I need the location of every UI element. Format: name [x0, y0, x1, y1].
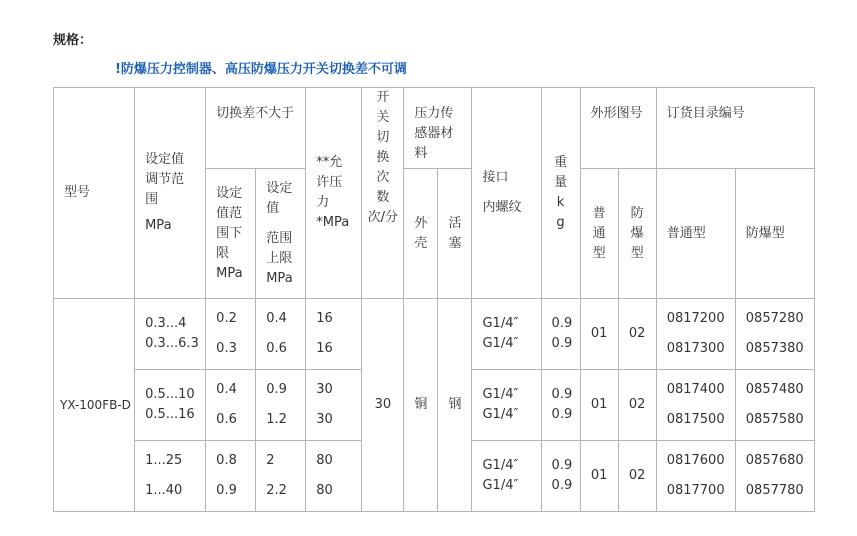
diff-high-cell	[256, 370, 306, 441]
header-shell	[404, 169, 438, 299]
header-outline-ex-label: 防爆型	[630, 205, 644, 261]
piston-cell: 钢	[438, 299, 472, 512]
header-row-1	[54, 88, 815, 169]
header-diff-group: 切换差不大于	[206, 88, 306, 169]
catalog-normal-value: 0817400	[666, 382, 725, 397]
header-port-line-2: 内螺纹	[482, 200, 522, 215]
table-row	[54, 299, 815, 370]
range-value: 1...25	[145, 453, 183, 468]
product-title: !防爆压力控制器、高压防爆压力开关切换差不可调	[115, 62, 407, 77]
diff-low-value: 0.4	[216, 382, 237, 397]
catalog-ex-value: 0857480	[745, 382, 804, 397]
catalog-normal-value: 0817200	[666, 311, 725, 326]
header-piston	[438, 169, 472, 299]
header-catalog: 订货目录编号	[656, 88, 814, 169]
weight-value: 0.9	[551, 387, 573, 402]
model-cell: YX-100FB-D	[54, 299, 135, 512]
spec-table	[53, 87, 815, 512]
catalog-normal-cell	[656, 299, 735, 370]
diff-high-cell	[256, 299, 306, 370]
header-shell-label: 外壳	[414, 215, 428, 251]
header-diff-high	[256, 169, 306, 299]
port-value: G1/4″	[482, 316, 519, 331]
port-value: G1/4″	[482, 407, 519, 422]
header-switch-count	[362, 88, 404, 299]
header-diff-high-line-2: 范围上限MPa	[266, 230, 293, 286]
catalog-normal-value: 0817300	[666, 341, 725, 356]
header-model: 型号	[54, 88, 135, 299]
range-value: 0.5...10	[145, 387, 195, 402]
allow-value: 16	[316, 341, 333, 356]
header-range-label: 设定值调节范围	[145, 152, 185, 207]
range-value: 1...40	[145, 483, 183, 498]
header-weight	[541, 88, 580, 299]
diff-high-value: 2.2	[266, 483, 287, 498]
catalog-ex-cell	[735, 299, 814, 370]
header-piston-label: 活塞	[448, 215, 462, 251]
port-value: G1/4″	[482, 336, 519, 351]
outline-ex-cell: 02	[618, 299, 656, 370]
weight-value: 0.9	[551, 478, 573, 493]
header-range-unit: MPa	[145, 218, 172, 233]
catalog-ex-value: 0857580	[745, 412, 804, 427]
header-outline-ex	[618, 169, 656, 299]
shell-cell: 铜	[404, 299, 438, 512]
catalog-ex-value: 0857280	[745, 311, 804, 326]
diff-low-value: 0.3	[216, 341, 237, 356]
diff-low-value: 0.2	[216, 311, 237, 326]
catalog-normal-value: 0817700	[666, 483, 725, 498]
diff-low-value: 0.9	[216, 483, 237, 498]
weight-value: 0.9	[551, 407, 573, 422]
port-cell	[472, 370, 541, 441]
catalog-normal-cell	[656, 370, 735, 441]
range-value: 0.3...6.3	[145, 336, 199, 351]
range-cell	[135, 370, 206, 441]
weight-cell	[541, 370, 580, 441]
catalog-ex-cell	[735, 441, 814, 512]
catalog-ex-value: 0857780	[745, 483, 804, 498]
outline-normal-cell: 01	[580, 370, 618, 441]
port-cell	[472, 299, 541, 370]
header-outline-normal-label: 普通型	[592, 205, 606, 261]
switch-count-cell: 30	[362, 299, 404, 512]
catalog-normal-value: 0817500	[666, 412, 725, 427]
diff-low-value: 0.8	[216, 453, 237, 468]
header-outline-normal	[580, 169, 618, 299]
diff-high-cell	[256, 441, 306, 512]
outline-ex-cell: 02	[618, 370, 656, 441]
catalog-ex-value: 0857680	[745, 453, 804, 468]
catalog-ex-value: 0857380	[745, 341, 804, 356]
header-sensor-material: 压力传感器材料	[404, 88, 472, 169]
allow-value: 16	[316, 311, 333, 326]
catalog-normal-cell	[656, 441, 735, 512]
weight-value: 0.9	[551, 458, 573, 473]
header-catalog-normal: 普通型	[656, 169, 735, 299]
header-catalog-ex: 防爆型	[735, 169, 814, 299]
header-weight-label: 重量kg	[554, 155, 568, 230]
diff-high-value: 0.6	[266, 341, 287, 356]
allow-value: 80	[316, 453, 333, 468]
diff-high-value: 0.4	[266, 311, 287, 326]
range-cell	[135, 441, 206, 512]
port-cell	[472, 441, 541, 512]
catalog-normal-value: 0817600	[666, 453, 725, 468]
allow-cell	[306, 441, 362, 512]
outline-normal-cell: 01	[580, 441, 618, 512]
port-value: G1/4″	[482, 387, 519, 402]
header-switch-unit: 次/分	[367, 210, 399, 225]
weight-value: 0.9	[551, 336, 573, 351]
header-range	[135, 88, 206, 299]
header-port-line-1: 接口	[482, 170, 509, 185]
diff-low-value: 0.6	[216, 412, 237, 427]
port-value: G1/4″	[482, 478, 519, 493]
weight-cell	[541, 441, 580, 512]
allow-value: 80	[316, 483, 333, 498]
catalog-ex-cell	[735, 370, 814, 441]
range-cell	[135, 299, 206, 370]
diff-high-value: 1.2	[266, 412, 287, 427]
header-port	[472, 88, 541, 299]
allow-value: 30	[316, 382, 333, 397]
outline-ex-cell: 02	[618, 441, 656, 512]
allow-cell	[306, 370, 362, 441]
section-heading: 规格：	[53, 33, 93, 48]
header-allow-pressure: **允许压力*MPa	[306, 88, 362, 299]
weight-cell	[541, 299, 580, 370]
diff-low-cell	[206, 299, 256, 370]
weight-value: 0.9	[551, 316, 573, 331]
outline-normal-cell: 01	[580, 299, 618, 370]
header-diff-high-line-1: 设定值	[266, 180, 293, 216]
header-outline: 外形图号	[580, 88, 656, 169]
allow-cell	[306, 299, 362, 370]
range-value: 0.3...4	[145, 316, 187, 331]
header-diff-low: 设定值范围下限MPa	[206, 169, 256, 299]
diff-low-cell	[206, 441, 256, 512]
allow-value: 30	[316, 412, 333, 427]
header-switch-count-label: 开关切换次数	[376, 90, 390, 205]
port-value: G1/4″	[482, 458, 519, 473]
range-value: 0.5...16	[145, 407, 195, 422]
diff-high-value: 0.9	[266, 382, 287, 397]
diff-high-value: 2	[266, 453, 275, 468]
diff-low-cell	[206, 370, 256, 441]
